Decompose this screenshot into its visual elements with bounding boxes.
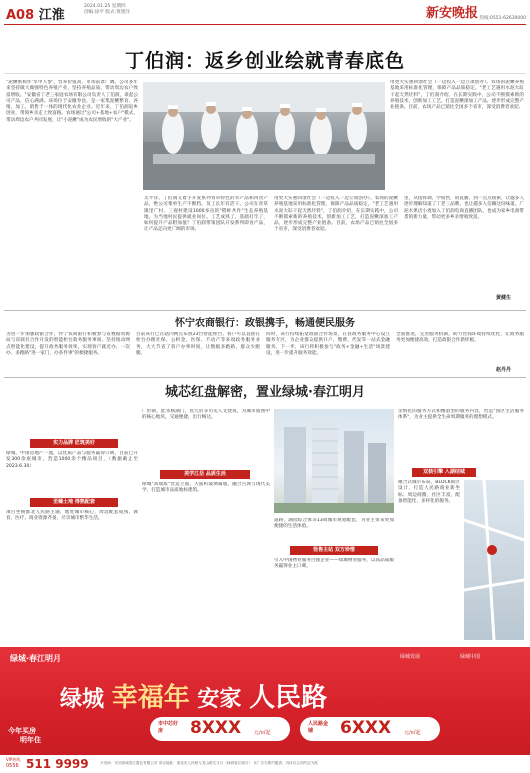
header-meta: [84, 4, 130, 16]
ad-slogan-3: 安家: [197, 687, 242, 712]
ad-partner1: 绿城发展: [400, 654, 421, 660]
offer2-unit: 元/㎡起: [404, 730, 421, 736]
article2-title: 怀宁农商银行：政银携手，畅通便民服务: [175, 318, 355, 329]
lead-col2: 用更大实惠回馈社会（一边投入一边立项创办）。农场的泥鳅养殖基地采用标准化管理，保障产品品质稳定。"老工艺遇用水泥大缸干起天然坯料"，丁伯润介绍，在长期实践中，公司不断摸索新的养殖技术，创新加工工艺，打造泥鳅深加工产品，逐步形成完整产业链条。目前，农场产品已销往全国多个省市，深受消费者欢迎。: [390, 80, 524, 111]
tower-image: [274, 409, 394, 513]
article3-col2: 厂形制，此邻杨湖门，优元府等历史人文建筑，为城市版图中的核心地块，交通便捷，出行畅达。: [142, 409, 270, 421]
advertisement: [0, 647, 530, 773]
ad-corner-1: 今年买房: [8, 727, 36, 735]
lead-headline: 丁伯润：返乡创业绘就青春底色: [124, 50, 405, 72]
offer2-label: 人民路金铺: [308, 721, 329, 734]
article2-col2: 目前该行已在辖内网点布放23台智能柜台，客户可以直接在柜台办理社保、公积金、医保、不动产等多项政务服务业务，大大节省了客户办事时间，让数据多跑路，群众少跑腿。: [136, 332, 260, 356]
headline-rule: [4, 73, 526, 74]
lead-col4: 里，从指挥调、学销售，故直播，到一点点摸索，让越多人逐步理解知道了丁老三品牌，也让越多人信赖这份味道。广泥水果店小麦加入丁伯润电商直播团队，也成为家乡电商带货的新力量，带动更多乡亲增收致富。: [404, 196, 524, 220]
ad-partner2: 绿城中国: [460, 654, 481, 660]
article2-col3: 同时，该行持续拓宽政银合作场景，在县政务服务中心设立服务专区，为企业群众提供开户、缴费、代发等一站式金融服务。下一步，该行将积极参与"政务+金融+生活"场景建设，进一步提升服务效能。: [266, 332, 390, 356]
newspaper-logo: 新安晚报: [425, 6, 478, 21]
article3-col1: 绿城，中国房地产一流，以优质产品与服务赢得口碑，目前已开发300余座城市，营造1000余个精品项目，（数据截止至2023.6.30）: [6, 451, 138, 469]
map-thumbnail: [464, 480, 524, 640]
article2-byline: 赵丹丹: [496, 367, 512, 373]
article3-col5: 聚合式城市布局，BLOCK街区设计，打造人民路商业新坐标；周边商圈，社区丰富，配备智能化、多样化的服务。: [398, 480, 460, 504]
ad-disclaimer: 开发商：安庆绿城春江置业有限公司 项目地址：淮北市人民路与龙山路交叉口（绿城春江明月） 本广告为要约邀请，具体以合同约定为准: [100, 761, 318, 765]
factory-workers-image: [143, 82, 385, 190]
article3-col4: 亲情化的服务方式和精湛型的服务内容，营造"园区生活服务体系"，为业主提供全生命周期服务的理想模式。: [398, 409, 524, 421]
ad-slogan-4: 人民路: [249, 683, 328, 713]
article3-col3: 道路，湖园综合体等13项城市规划配套，为业主带来更加便捷的生活体验。: [274, 518, 394, 530]
ad-slogan-2: 幸福年: [111, 683, 190, 713]
page-number: [6, 4, 65, 23]
building-rendering: [274, 409, 394, 513]
offer1-unit: 元/㎡起: [254, 730, 271, 736]
lead-photo: [143, 82, 385, 190]
article2-col4: 全面推进，完善服务机制，助力营商环境持续优化，让政务服务更加便捷高效，打造政银合作新样板。: [396, 332, 524, 344]
section-divider-2: [4, 377, 526, 378]
lead-col3: 太平洋。丁伯润又着手开发系列青草特色的水产品和肉食产品，绝公司菜单生产不断档。员工长年有活干。公司在青草镇里广村、三观村建设1000多亩的"稻虾共作"生态养殖基地，为当地村民提供就业岗位。工艺成熟了，基础打牢了，如何提升产品附加值？丁伯润带领团队开发系列即食产品，让产品走向更广阔的市场。: [144, 196, 268, 233]
article2-col1: 为进一步加强政银合作，怀宁农商银行积极参与省数据资源局与省联社合作开发的智能柜台政务服务事项，坚持推动网点智能化建设，提升政务服务效率，实现客户就近办、一次办、多跑路"进一家门，办多件事"的便捷服务。: [6, 332, 130, 356]
article3-col1b: 项目坐拥淮北人民路主轴，地处城市核心，周边配套成熟，教育、医疗、商业资源齐备，尽享城市繁华生活。: [6, 510, 138, 522]
section-label: 江淮: [38, 8, 65, 23]
article3-title: 城芯红盘解密，置业绿城·春江明月: [165, 385, 365, 400]
header-rule: [4, 24, 526, 25]
issue-date: 2024.01.25 星期四: [84, 4, 126, 9]
offer2-badge: [300, 717, 440, 741]
section-divider-1: [4, 310, 526, 311]
ad-brand: 绿城·春江明月: [10, 654, 62, 663]
hotline-label: VIP热线: [6, 757, 21, 762]
ad-footer-bar: [0, 755, 530, 773]
ad-slogan: [60, 677, 327, 714]
hotline-prefix: 0556: [6, 763, 19, 769]
hotline-text: 热线:0551-62639000: [479, 16, 526, 21]
offer1-value: 8XXX: [190, 718, 242, 738]
ad-slogan-1: 绿城: [60, 687, 105, 712]
lead-byline: 黄健生: [496, 295, 512, 301]
editors: 创编:徐平 版式:黄建洋: [84, 10, 130, 15]
lead-col1: "泥鳅被称作'水中人参'，营养价值高、市场前景广阔。公司多年来坚持做大做强特色养殖产业，坚持养殖品质，带动周边农户致富增收。"安徽省丁老三家庭农场有限公司负责人丁伯润，谈起公司产品，信心满满。该场位于安徽寿县，是一家集泥鳅繁育、养殖、加工、销售于一体的现代化农业企业。近年来，丁伯润返乡创业，带领乡亲走上致富路。农场通过"公司+基地+农户"模式，带动周边农户共同发展，让"小泥鳅"成为农民增收的"大产业"。: [6, 80, 138, 123]
offer2-value: 6XXX: [340, 718, 392, 738]
article3-col3b: 引入中国物业服务百强企业——绿城物业服务，以高品质服务赢得业主口碑。: [274, 558, 394, 570]
tag-brand: 实力品牌 匠筑美好: [30, 439, 118, 448]
lead-col4-a: 用更大实惠回馈社会（一边投入一边立项创办）。农场的泥鳅养殖基地采用标准化管理，保障产品品质稳定。"老工艺遇用水泥大缸干起天然坯料"，丁伯润介绍，在长期实践中，公司不断摸索新的养殖技术，创新加工工艺，打造泥鳅深加工产品，逐步形成完整产业链条。目前，农场产品已销往全国多个省市，深受消费者欢迎。: [274, 196, 398, 233]
ad-corner: [8, 727, 41, 745]
tag-engine: 双核引擎 入湖结城: [412, 468, 476, 477]
ad-corner-2: 明年住: [20, 736, 41, 744]
hotline-number: 511 9999: [26, 757, 89, 771]
tag-aesthetics: 美学江岳 品质生活: [160, 470, 250, 479]
tag-sales: 怪售主站 双方珍惜: [290, 546, 378, 555]
offer1-badge: [150, 717, 290, 741]
page-label: A08: [6, 8, 35, 23]
article3-col2b: 绿城"高端质"营造立面、大面积玻璃幕墙，融合古典与现代美学，打造城市品质地标建筑。: [142, 482, 270, 494]
offer1-label: 市中芯好房: [158, 721, 179, 734]
tag-land: 至臻土地 得熟配套: [30, 498, 118, 507]
location-map-image: [464, 480, 524, 640]
